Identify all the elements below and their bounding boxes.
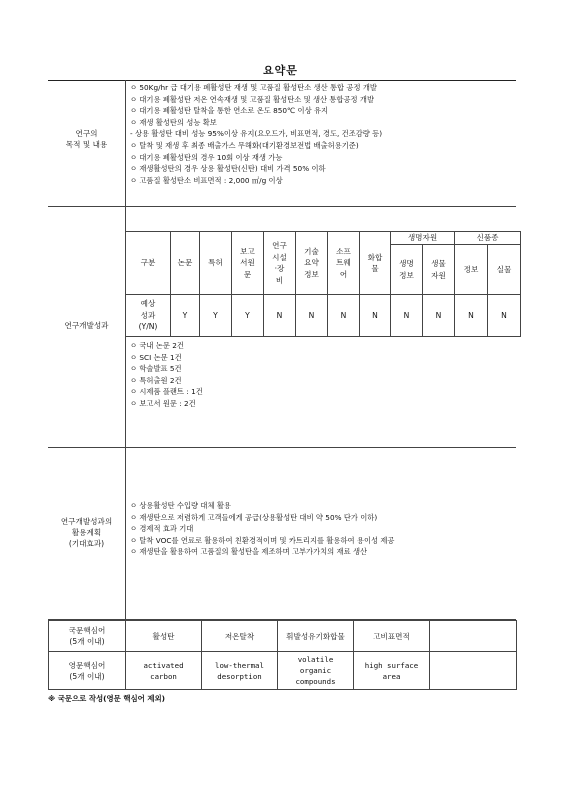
utilization-list (130, 500, 394, 558)
results-table (125, 231, 521, 337)
header-real: 실물 (488, 245, 521, 295)
list-item: ㅇ 경제적 효과 기대 (130, 524, 194, 534)
list-item: ㅇ 50Kg/hr 급 대기용 폐활성탄 재생 및 고품질 활성탄소 생산 통합 공정 개발 (130, 83, 377, 92)
list-item: ㅇ 상용활성탄 수입량 대체 활용 (130, 501, 231, 510)
en-keyword: activated carbon (126, 652, 202, 690)
cell-value: N (455, 295, 488, 337)
list-item: ㅇ 재생탄으로 저렴하게 고객들에게 공급(상용활성탄 대비 약 50% 단가 이하) (130, 512, 378, 522)
list-item: ㅇ 재생탄을 활용하여 고품질의 활성탄을 제조하며 고부가가치의 재료 생산 (130, 547, 368, 557)
list-item: ㅇ 고품질 활성탄소 비표면적 : 2,000 ㎡/g 이상 (130, 175, 283, 185)
header-category: 구분 (126, 232, 171, 295)
results-label: 연구개발성과 (64, 321, 109, 330)
kr-keyword: 저온탈착 (202, 621, 278, 652)
header-report: 보고 서원 문 (232, 232, 264, 295)
header-bio-resource: 생물 자원 (423, 245, 455, 295)
keywords-table (48, 620, 517, 690)
en-keyword (430, 652, 517, 690)
section-divider (48, 206, 516, 207)
header-info: 정보 (455, 245, 488, 295)
en-keyword-label: 영문핵심어 (5개 이내) (49, 652, 126, 690)
table-row (126, 295, 521, 337)
list-item: ㅇ 대기용 폐활성탄 탈착을 통한 연소로 온도 850℃ 이상 유지 (130, 106, 329, 116)
utilization-label: 연구개발성과의 활용계획 (기대효과) (60, 517, 113, 548)
header-facility: 연구 시설 ·장 비 (264, 232, 296, 295)
list-item: ㅇ 국내 논문 2건 (130, 341, 184, 350)
table-top-border (48, 80, 516, 81)
list-item: ㅇ 탈착 및 재생 후 최종 배출가스 무해화(대기환경보전법 배출허용기준) (130, 140, 359, 150)
cell-value: Y (200, 295, 232, 337)
header-group-bio: 생명자원 (391, 232, 455, 245)
kr-keyword: 고비표면적 (354, 621, 430, 652)
cell-value: N (296, 295, 328, 337)
table-row (49, 652, 517, 690)
list-item: ㅇ 재생 활성탄의 성능 확보 (130, 117, 217, 127)
list-item: ㅇ 시제품 플랜트 : 1건 (130, 387, 203, 397)
list-item: - 상용 활성탄 대비 성능 95%이상 유지(요오드가, 비표면적, 경도, 건조감량 등) (130, 129, 383, 139)
header-bio-info: 생명 정보 (391, 245, 423, 295)
cell-value: N (360, 295, 391, 337)
document-title: 요약문 (263, 64, 298, 77)
list-item: ㅇ 탈착 VOC를 연료로 활용하여 친환경적이며 및 카트리지를 활용하여 용이성 제공 (130, 535, 395, 545)
kr-keyword: 활성탄 (126, 621, 202, 652)
header-paper: 논문 (171, 232, 200, 295)
row-label: 예상 성과 (Y/N) (126, 295, 171, 337)
list-item: ㅇ SCI 논문 1건 (130, 352, 182, 362)
results-list (130, 340, 203, 410)
label-column-divider (125, 80, 126, 619)
header-compound: 화합 물 (360, 232, 391, 295)
footnote: ※ 국문으로 작성(영문 핵심어 제외) (48, 694, 166, 703)
section-divider (48, 447, 516, 448)
kr-keyword (430, 621, 517, 652)
kr-keyword-label: 국문핵심어 (5개 이내) (49, 621, 126, 652)
list-item: ㅇ 대기용 폐활성탄 저온 연속재생 및 고품질 활성탄소 및 생산 통합공정 개발 (130, 94, 375, 104)
en-keyword: high surface area (354, 652, 430, 690)
cell-value: N (328, 295, 360, 337)
list-item: ㅇ 학술발표 5건 (130, 364, 182, 374)
list-item: ㅇ 대기용 폐활성탄의 경우 10회 이상 재생 가능 (130, 152, 283, 162)
cell-value: Y (171, 295, 200, 337)
en-keyword: volatile organic compounds (278, 652, 354, 690)
kr-keyword: 휘발성유기화합물 (278, 621, 354, 652)
header-patent: 특허 (200, 232, 232, 295)
list-item: ㅇ 재생활성탄의 경우 상용 활성탄(신탄) 대비 가격 50% 이하 (130, 164, 326, 174)
purpose-list (130, 82, 382, 186)
cell-value: N (423, 295, 455, 337)
table-row (49, 621, 517, 652)
header-group-new: 신품종 (455, 232, 521, 245)
header-tech-info: 기술 요약 정보 (296, 232, 328, 295)
en-keyword: low-thermal desorption (202, 652, 278, 690)
cell-value: Y (232, 295, 264, 337)
list-item: ㅇ 특허출원 2건 (130, 375, 182, 385)
list-item: ㅇ 보고서 원문 : 2건 (130, 398, 196, 408)
purpose-label: 연구의 목적 및 내용 (65, 129, 108, 149)
cell-value: N (391, 295, 423, 337)
cell-value: N (488, 295, 521, 337)
header-software: 소프 트웨 어 (328, 232, 360, 295)
cell-value: N (264, 295, 296, 337)
